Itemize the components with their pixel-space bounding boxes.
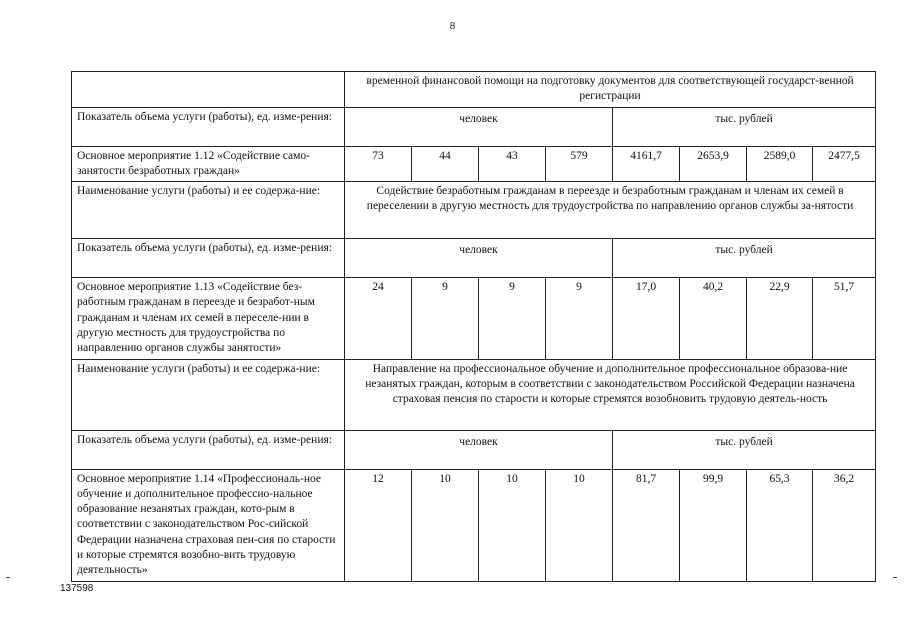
service-description: Направление на профессиональное обучение и дополнительное профессиональное образова-ние незанятых граждан, которым в соответствии с законодательством Российской Федерации назначена страховая пенсия по старости и которые стремятся возобновить трудовую деятель-ность bbox=[345, 359, 876, 430]
value-cell: 51,7 bbox=[813, 278, 876, 359]
value-cell: 9 bbox=[412, 278, 479, 359]
program-table bbox=[71, 71, 876, 582]
value-cell: 36,2 bbox=[813, 469, 876, 581]
unit-people: человек bbox=[345, 239, 613, 278]
unit-money: тыс. рублей bbox=[613, 430, 876, 469]
measure-label: Показатель объема услуги (работы), ед. изме-рения: bbox=[72, 430, 345, 469]
value-cell: 2477,5 bbox=[813, 146, 876, 182]
service-name-label: Наименование услуги (работы) и ее содержа-ние: bbox=[72, 182, 345, 239]
value-cell: 579 bbox=[546, 146, 613, 182]
unit-money: тыс. рублей bbox=[613, 239, 876, 278]
value-cell: 10 bbox=[412, 469, 479, 581]
value-cell: 12 bbox=[345, 469, 412, 581]
document-code: 137598 bbox=[60, 583, 94, 594]
service-name-label: Наименование услуги (работы) и ее содержа-ние: bbox=[72, 359, 345, 430]
table-row bbox=[72, 430, 876, 469]
value-cell: 24 bbox=[345, 278, 412, 359]
measure-label: Показатель объема услуги (работы), ед. изме-рения: bbox=[72, 239, 345, 278]
value-cell: 10 bbox=[479, 469, 546, 581]
service-description: Содействие безработным гражданам в переезде и безработным гражданам и членам их семей в переселении в другую местность для трудоустройства по направлению органов службы за-нятости bbox=[345, 182, 876, 239]
value-cell: 44 bbox=[412, 146, 479, 182]
value-cell: 2653,9 bbox=[680, 146, 747, 182]
value-cell: 73 bbox=[345, 146, 412, 182]
activity-label: Основное мероприятие 1.14 «Профессиональ-ное обучение и дополнительное профессио-нальное образование незанятых граждан, кото-рым в соответствии с законодательством Рос-сийской Федерации назначена страховая пен-сия по старости и которые стремятся возобно-вить трудовую деятельность» bbox=[72, 469, 345, 581]
activity-label: Основное мероприятие 1.13 «Содействие без-работным гражданам в переезде и безработ-ным гражданам и членам их семей в переселе-нии в другую местность для трудоустройства по направлению органов службы занятости» bbox=[72, 278, 345, 359]
measure-label: Показатель объема услуги (работы), ед. изме-рения: bbox=[72, 107, 345, 146]
activity-label: Основное мероприятие 1.12 «Содействие само-занятости безработных граждан» bbox=[72, 146, 345, 182]
scan-edge-mark bbox=[6, 577, 10, 578]
table-row bbox=[72, 146, 876, 182]
value-cell: 40,2 bbox=[680, 278, 747, 359]
value-cell: 17,0 bbox=[613, 278, 680, 359]
value-cell: 4161,7 bbox=[613, 146, 680, 182]
row-label bbox=[72, 72, 345, 108]
value-cell: 9 bbox=[479, 278, 546, 359]
table-row bbox=[72, 72, 876, 108]
value-cell: 10 bbox=[546, 469, 613, 581]
service-description: временной финансовой помощи на подготовку документов для соответствующей государст-венной регистрации bbox=[345, 72, 876, 108]
unit-people: человек bbox=[345, 430, 613, 469]
table-row bbox=[72, 182, 876, 239]
value-cell: 99,9 bbox=[680, 469, 747, 581]
value-cell: 2589,0 bbox=[747, 146, 813, 182]
unit-people: человек bbox=[345, 107, 613, 146]
value-cell: 81,7 bbox=[613, 469, 680, 581]
table-row bbox=[72, 278, 876, 359]
table-row bbox=[72, 107, 876, 146]
page-number: 8 bbox=[449, 20, 456, 32]
unit-money: тыс. рублей bbox=[613, 107, 876, 146]
value-cell: 65,3 bbox=[747, 469, 813, 581]
value-cell: 43 bbox=[479, 146, 546, 182]
value-cell: 22,9 bbox=[747, 278, 813, 359]
value-cell: 9 bbox=[546, 278, 613, 359]
scan-edge-mark bbox=[893, 577, 897, 578]
table-row bbox=[72, 359, 876, 430]
table-row bbox=[72, 239, 876, 278]
table-row bbox=[72, 469, 876, 581]
